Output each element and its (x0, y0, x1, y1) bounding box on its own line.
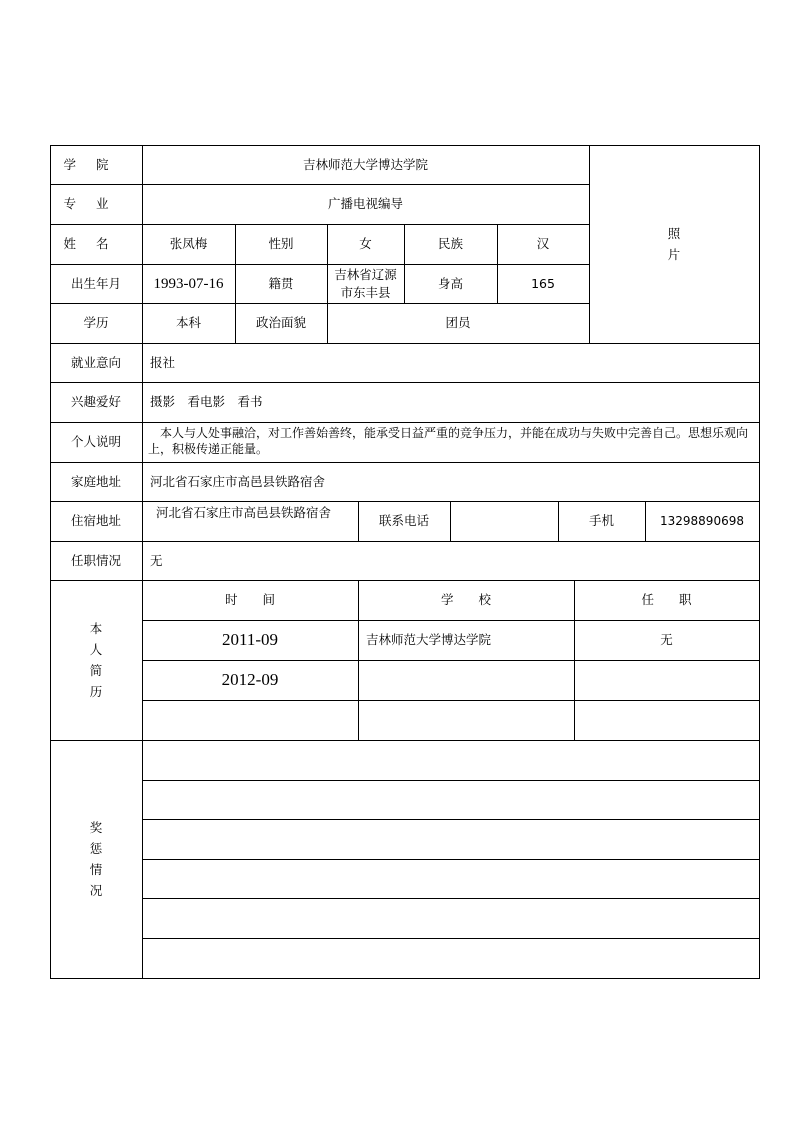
resume-row-school: 吉林师范大学博达学院 (366, 632, 492, 647)
resume-row-school (358, 660, 574, 700)
awards-label-char: 况 (89, 883, 103, 898)
awards-row (142, 938, 759, 978)
resume-row-time: 2012-09 (221, 670, 279, 689)
ethnicity-value: 汉 (536, 236, 550, 251)
resume-header-role: 任 职 (641, 592, 692, 607)
awards-row (142, 898, 759, 938)
education-value: 本科 (175, 315, 201, 330)
native-value (327, 264, 404, 303)
gender-label: 性别 (268, 236, 294, 251)
resume-header-school: 学 校 (440, 592, 491, 607)
resume-label-char: 本 (89, 621, 103, 636)
grid-line (50, 422, 760, 423)
position-label: 任职情况 (70, 552, 121, 568)
resume-header-time: 时 间 (224, 592, 275, 607)
birth-value: 1993-07-16 (153, 275, 224, 292)
gender-value: 女 (359, 236, 372, 251)
resume-row-role: 无 (660, 632, 673, 647)
job-intent-value: 报社 (150, 354, 176, 370)
phone-label: 联系电话 (378, 513, 429, 528)
intro-value: 本人与人处事融洽，对工作善始善终，能承受日益严重的竞争压力，并能在成功与失败中完善自己。思想乐观向上，积极传递正能量。 (148, 426, 749, 456)
grid-line (759, 145, 760, 979)
resume-row-role (574, 660, 759, 700)
resume-row-role (574, 700, 759, 740)
intro-label: 个人说明 (70, 434, 121, 449)
birth-label: 出生年月 (70, 275, 121, 291)
college-label: 学院 (63, 156, 129, 172)
photo-label-char: 照 (667, 226, 681, 241)
awards-row (142, 859, 759, 898)
awards-row (142, 780, 759, 819)
awards-section-label (50, 740, 142, 978)
political-label: 政治面貌 (255, 315, 306, 330)
residence-label: 住宿地址 (70, 513, 121, 528)
awards-label-char: 奖 (89, 820, 103, 835)
native-value-line: 吉林省辽源 (334, 266, 397, 282)
height-label: 身高 (437, 275, 463, 291)
awards-row (142, 819, 759, 859)
resume-row-school (358, 700, 574, 740)
education-label: 学历 (83, 315, 109, 330)
mobile-value: 13298890698 (660, 514, 744, 528)
hobbies-value: 摄影 看电影 看书 (150, 394, 263, 409)
resume-label-char: 简 (89, 663, 103, 678)
home-value: 河北省石家庄市高邑县铁路宿舍 (150, 473, 326, 489)
political-value: 团员 (445, 315, 471, 330)
residence-value: 河北省石家庄市高邑县铁路宿舍 (156, 505, 332, 520)
resume-label-char: 历 (89, 684, 103, 699)
major-value: 广播电视编导 (327, 196, 403, 211)
home-label: 家庭地址 (70, 473, 121, 489)
awards-label-char: 情 (89, 862, 103, 877)
major-label: 专业 (63, 196, 129, 211)
job-intent-label: 就业意向 (70, 354, 121, 370)
native-label: 籍贯 (268, 275, 294, 291)
college-value: 吉林师范大学博达学院 (302, 156, 428, 172)
awards-label-char: 惩 (89, 841, 103, 856)
resume-section-label (50, 580, 142, 740)
name-label: 姓名 (63, 236, 129, 251)
height-value: 165 (531, 275, 555, 291)
native-value-line: 市东丰县 (340, 284, 391, 300)
resume-row-time (142, 700, 358, 740)
grid-line (50, 978, 760, 979)
resume-label-char: 人 (89, 642, 103, 657)
hobbies-label: 兴趣爱好 (70, 394, 121, 409)
resume-row-time: 2011-09 (221, 630, 279, 649)
awards-row (142, 740, 759, 780)
photo-placeholder (589, 145, 759, 343)
position-value: 无 (150, 552, 163, 568)
phone-value (450, 501, 558, 541)
photo-label-char: 片 (667, 247, 681, 262)
ethnicity-label: 民族 (437, 236, 463, 251)
mobile-label: 手机 (588, 513, 614, 528)
name-value: 张凤梅 (169, 236, 208, 251)
